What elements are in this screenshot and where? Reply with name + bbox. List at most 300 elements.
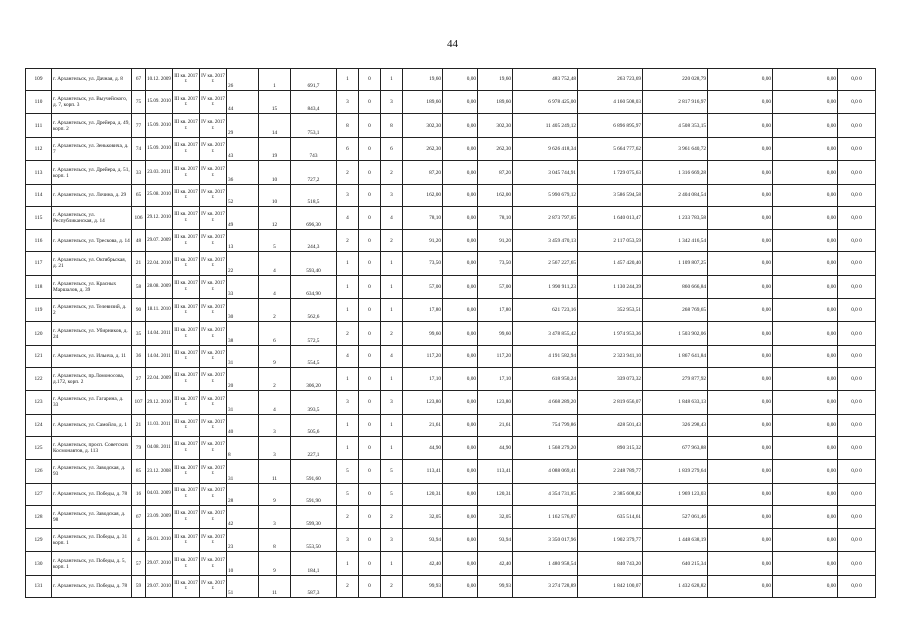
cell-no: 115 bbox=[26, 206, 52, 229]
cell-m6: 0,0 0 bbox=[838, 483, 876, 505]
cell-n1: 8 bbox=[259, 528, 291, 551]
cell-m6: 0,0 0 bbox=[838, 345, 876, 367]
table-row bbox=[26, 90, 876, 113]
cell-people: 51 bbox=[227, 575, 259, 597]
cell-m3: 1 448 638,19 bbox=[643, 528, 708, 551]
cell-c1: 1 bbox=[337, 69, 359, 91]
cell-no: 121 bbox=[26, 345, 52, 367]
cell-a1: 19,60 bbox=[403, 69, 443, 91]
cell-a3: 302,30 bbox=[478, 114, 513, 137]
cell-yb: 4 bbox=[132, 528, 146, 551]
cell-area: 572,5 bbox=[291, 322, 337, 345]
cell-no: 109 bbox=[26, 69, 52, 91]
cell-n1: 9 bbox=[259, 552, 291, 575]
cell-a3: 21,61 bbox=[478, 414, 513, 436]
cell-m4: 0,00 bbox=[708, 298, 773, 321]
cell-q2: IV кв. 2017 г. bbox=[200, 345, 227, 367]
cell-q1: III кв. 2017 г. bbox=[173, 552, 200, 575]
cell-m6: 0,0 0 bbox=[838, 275, 876, 298]
cell-a1: 189,60 bbox=[403, 90, 443, 113]
cell-m2: 3 586 594,58 bbox=[578, 184, 643, 206]
cell-a1: 44,90 bbox=[403, 436, 443, 459]
cell-q1: III кв. 2017 г. bbox=[173, 414, 200, 436]
cell-date: 14.04. 2011 bbox=[146, 345, 173, 367]
cell-q1: III кв. 2017 г. bbox=[173, 69, 200, 91]
cell-m4: 0,00 bbox=[708, 505, 773, 528]
cell-a3: 99,60 bbox=[478, 322, 513, 345]
cell-yb: 36 bbox=[132, 345, 146, 367]
cell-m6: 0,0 0 bbox=[838, 69, 876, 91]
cell-people: 23 bbox=[227, 528, 259, 551]
cell-yb: 65 bbox=[132, 184, 146, 206]
cell-c3: 2 bbox=[381, 230, 403, 252]
table-row bbox=[26, 367, 876, 390]
cell-address: г. Архангельск, ул. Октябрьская, д. 21 bbox=[52, 252, 132, 275]
cell-no: 125 bbox=[26, 436, 52, 459]
cell-a3: 120,31 bbox=[478, 483, 513, 505]
cell-a2: 0,00 bbox=[443, 345, 478, 367]
cell-c2: 0 bbox=[359, 505, 381, 528]
cell-m6: 0,0 0 bbox=[838, 90, 876, 113]
cell-m4: 0,00 bbox=[708, 322, 773, 345]
cell-a1: 262,30 bbox=[403, 137, 443, 160]
cell-no: 122 bbox=[26, 367, 52, 390]
table-body bbox=[26, 69, 876, 598]
cell-people: 28 bbox=[227, 483, 259, 505]
cell-m5: 0,00 bbox=[773, 528, 838, 551]
cell-c1: 4 bbox=[337, 345, 359, 367]
cell-m6: 0,0 0 bbox=[838, 367, 876, 390]
cell-a2: 0,00 bbox=[443, 575, 478, 597]
cell-q1: III кв. 2017 г. bbox=[173, 575, 200, 597]
cell-yb: 58 bbox=[132, 275, 146, 298]
cell-m2: 2 117 053,59 bbox=[578, 230, 643, 252]
cell-yb: 35 bbox=[132, 322, 146, 345]
cell-c3: 3 bbox=[381, 184, 403, 206]
cell-m4: 0,00 bbox=[708, 436, 773, 459]
cell-a2: 0,00 bbox=[443, 505, 478, 528]
cell-date: 15.09. 2010 bbox=[146, 114, 173, 137]
cell-c1: 6 bbox=[337, 137, 359, 160]
cell-a3: 162,00 bbox=[478, 184, 513, 206]
cell-m2: 890 315,32 bbox=[578, 436, 643, 459]
cell-m3: 640 215,34 bbox=[643, 552, 708, 575]
cell-m2: 1 974 953,36 bbox=[578, 322, 643, 345]
cell-date: 23.09. 2009 bbox=[146, 505, 173, 528]
cell-area: 184,1 bbox=[291, 552, 337, 575]
cell-yb: 21 bbox=[132, 414, 146, 436]
cell-c3: 4 bbox=[381, 206, 403, 229]
cell-a3: 87,20 bbox=[478, 161, 513, 184]
cell-q2: IV кв. 2017 г. bbox=[200, 552, 227, 575]
cell-n1: 9 bbox=[259, 345, 291, 367]
cell-c3: 1 bbox=[381, 414, 403, 436]
cell-a2: 0,00 bbox=[443, 483, 478, 505]
cell-a1: 117,20 bbox=[403, 345, 443, 367]
cell-area: 691,7 bbox=[291, 69, 337, 91]
cell-area: 591,90 bbox=[291, 483, 337, 505]
cell-m1: 6 978 425,00 bbox=[513, 90, 578, 113]
cell-people: 8 bbox=[227, 436, 259, 459]
cell-m5: 0,00 bbox=[773, 298, 838, 321]
cell-a3: 57,00 bbox=[478, 275, 513, 298]
table-row bbox=[26, 298, 876, 321]
cell-c1: 5 bbox=[337, 460, 359, 483]
cell-area: 599,30 bbox=[291, 505, 337, 528]
cell-m6: 0,0 0 bbox=[838, 552, 876, 575]
cell-m6: 0,0 0 bbox=[838, 184, 876, 206]
cell-c2: 0 bbox=[359, 460, 381, 483]
cell-c2: 0 bbox=[359, 69, 381, 91]
cell-m3: 2 404 084,54 bbox=[643, 184, 708, 206]
cell-no: 112 bbox=[26, 137, 52, 160]
cell-a1: 123,80 bbox=[403, 391, 443, 414]
cell-a1: 87,20 bbox=[403, 161, 443, 184]
cell-yb: 21 bbox=[132, 252, 146, 275]
cell-address: г. Архангельск, просп. Советских Космонавтов, д. 113 bbox=[52, 436, 132, 459]
cell-m1: 1 162 576,07 bbox=[513, 505, 578, 528]
cell-m1: 1 568 279,20 bbox=[513, 436, 578, 459]
cell-a2: 0,00 bbox=[443, 552, 478, 575]
cell-address: г. Архангельск, ул. Дрейера, д. 51, корп. 1 bbox=[52, 161, 132, 184]
cell-m6: 0,0 0 bbox=[838, 206, 876, 229]
cell-c1: 1 bbox=[337, 552, 359, 575]
cell-c2: 0 bbox=[359, 367, 381, 390]
cell-m2: 2 323 941,10 bbox=[578, 345, 643, 367]
table-row bbox=[26, 505, 876, 528]
cell-c2: 0 bbox=[359, 436, 381, 459]
cell-m5: 0,00 bbox=[773, 137, 838, 160]
cell-q1: III кв. 2017 г. bbox=[173, 230, 200, 252]
cell-m1: 11 405 249,12 bbox=[513, 114, 578, 137]
cell-date: 22.04. 2010 bbox=[146, 252, 173, 275]
cell-m5: 0,00 bbox=[773, 460, 838, 483]
cell-q1: III кв. 2017 г. bbox=[173, 298, 200, 321]
cell-c1: 1 bbox=[337, 275, 359, 298]
cell-m2: 428 501,43 bbox=[578, 414, 643, 436]
cell-no: 128 bbox=[26, 505, 52, 528]
cell-date: 28.08. 2009 bbox=[146, 275, 173, 298]
table-row bbox=[26, 322, 876, 345]
cell-people: 52 bbox=[227, 184, 259, 206]
cell-a3: 91,20 bbox=[478, 230, 513, 252]
cell-address: г. Архангельск, ул. Убирников, д. 24 bbox=[52, 322, 132, 345]
cell-m4: 0,00 bbox=[708, 184, 773, 206]
cell-m3: 1 969 123,03 bbox=[643, 483, 708, 505]
cell-m5: 0,00 bbox=[773, 414, 838, 436]
cell-address: г. Архангельск, ул. Победы, д. 31 корп. 1 bbox=[52, 528, 132, 551]
cell-m3: 3 961 640,72 bbox=[643, 137, 708, 160]
cell-c3: 2 bbox=[381, 575, 403, 597]
cell-m6: 0,0 0 bbox=[838, 230, 876, 252]
cell-area: 553,50 bbox=[291, 528, 337, 551]
cell-yb: 27 bbox=[132, 367, 146, 390]
cell-m1: 5 990 679,12 bbox=[513, 184, 578, 206]
cell-q1: III кв. 2017 г. bbox=[173, 114, 200, 137]
cell-m3: 1 503 902,06 bbox=[643, 322, 708, 345]
cell-c3: 8 bbox=[381, 114, 403, 137]
cell-c3: 6 bbox=[381, 137, 403, 160]
cell-m5: 0,00 bbox=[773, 275, 838, 298]
cell-m6: 0,0 0 bbox=[838, 137, 876, 160]
table-row bbox=[26, 252, 876, 275]
cell-date: 25.08. 2010 bbox=[146, 184, 173, 206]
cell-people: 10 bbox=[227, 552, 259, 575]
cell-date: 23.03. 2011 bbox=[146, 161, 173, 184]
cell-m5: 0,00 bbox=[773, 391, 838, 414]
cell-c3: 2 bbox=[381, 161, 403, 184]
cell-a3: 113,41 bbox=[478, 460, 513, 483]
cell-m1: 3 274 728,89 bbox=[513, 575, 578, 597]
cell-area: 593,40 bbox=[291, 252, 337, 275]
cell-date: 29.07. 2010 bbox=[146, 552, 173, 575]
cell-people: 49 bbox=[227, 206, 259, 229]
cell-c3: 2 bbox=[381, 322, 403, 345]
table-row bbox=[26, 161, 876, 184]
cell-m2: 1 842 100,07 bbox=[578, 575, 643, 597]
cell-date: 15.09. 2010 bbox=[146, 137, 173, 160]
cell-q1: III кв. 2017 г. bbox=[173, 90, 200, 113]
cell-c1: 3 bbox=[337, 528, 359, 551]
cell-q1: III кв. 2017 г. bbox=[173, 345, 200, 367]
cell-no: 129 bbox=[26, 528, 52, 551]
cell-a1: 57,00 bbox=[403, 275, 443, 298]
cell-c1: 2 bbox=[337, 230, 359, 252]
cell-q1: III кв. 2017 г. bbox=[173, 367, 200, 390]
cell-m2: 2 385 608,82 bbox=[578, 483, 643, 505]
cell-q2: IV кв. 2017 г. bbox=[200, 367, 227, 390]
cell-m6: 0,0 0 bbox=[838, 322, 876, 345]
cell-address: г. Архангельск, пр.Ломоносова, д.172, корп. 2 bbox=[52, 367, 132, 390]
cell-a2: 0,00 bbox=[443, 137, 478, 160]
cell-a2: 0,00 bbox=[443, 184, 478, 206]
cell-date: 29.12. 2010 bbox=[146, 206, 173, 229]
cell-m2: 352 953,51 bbox=[578, 298, 643, 321]
cell-a1: 73,50 bbox=[403, 252, 443, 275]
cell-a1: 162,00 bbox=[403, 184, 443, 206]
cell-m6: 0,0 0 bbox=[838, 528, 876, 551]
cell-m5: 0,00 bbox=[773, 206, 838, 229]
cell-yb: 33 bbox=[132, 161, 146, 184]
cell-m3: 1 867 641,84 bbox=[643, 345, 708, 367]
cell-m4: 0,00 bbox=[708, 69, 773, 91]
cell-m5: 0,00 bbox=[773, 161, 838, 184]
cell-m2: 6 896 895,97 bbox=[578, 114, 643, 137]
cell-date: 18.11. 2010 bbox=[146, 298, 173, 321]
cell-yb: 67 bbox=[132, 505, 146, 528]
cell-address: г. Архангельск, ул. Победы, д. 78 bbox=[52, 483, 132, 505]
table-row bbox=[26, 206, 876, 229]
cell-area: 843,4 bbox=[291, 90, 337, 113]
cell-area: 393,5 bbox=[291, 391, 337, 414]
cell-a3: 78,10 bbox=[478, 206, 513, 229]
cell-q2: IV кв. 2017 г. bbox=[200, 184, 227, 206]
cell-c3: 4 bbox=[381, 345, 403, 367]
cell-m5: 0,00 bbox=[773, 483, 838, 505]
cell-area: 753,1 bbox=[291, 114, 337, 137]
cell-q2: IV кв. 2017 г. bbox=[200, 483, 227, 505]
cell-address: г. Архангельск, ул. Ильича, д. 11 bbox=[52, 345, 132, 367]
cell-c3: 1 bbox=[381, 436, 403, 459]
cell-m6: 0,0 0 bbox=[838, 575, 876, 597]
cell-m4: 0,00 bbox=[708, 345, 773, 367]
cell-q2: IV кв. 2017 г. bbox=[200, 252, 227, 275]
cell-people: 30 bbox=[227, 298, 259, 321]
cell-q2: IV кв. 2017 г. bbox=[200, 90, 227, 113]
cell-area: 727,2 bbox=[291, 161, 337, 184]
page-number: 44 bbox=[447, 38, 458, 50]
cell-m6: 0,0 0 bbox=[838, 161, 876, 184]
cell-a2: 0,00 bbox=[443, 69, 478, 91]
cell-c1: 1 bbox=[337, 298, 359, 321]
cell-c2: 0 bbox=[359, 275, 381, 298]
cell-q2: IV кв. 2017 г. bbox=[200, 528, 227, 551]
cell-yb: 77 bbox=[132, 114, 146, 137]
cell-m4: 0,00 bbox=[708, 230, 773, 252]
table-row bbox=[26, 552, 876, 575]
cell-m5: 0,00 bbox=[773, 252, 838, 275]
cell-people: 43 bbox=[227, 137, 259, 160]
cell-c2: 0 bbox=[359, 552, 381, 575]
cell-c3: 1 bbox=[381, 552, 403, 575]
cell-area: 562,6 bbox=[291, 298, 337, 321]
cell-m1: 483 752,48 bbox=[513, 69, 578, 91]
cell-people: 31 bbox=[227, 460, 259, 483]
cell-c2: 0 bbox=[359, 184, 381, 206]
cell-area: 591,60 bbox=[291, 460, 337, 483]
cell-m3: 1 342 416,54 bbox=[643, 230, 708, 252]
cell-date: 23.12. 2008 bbox=[146, 460, 173, 483]
cell-people: 29 bbox=[227, 114, 259, 137]
cell-a1: 32,05 bbox=[403, 505, 443, 528]
cell-a2: 0,00 bbox=[443, 436, 478, 459]
cell-c2: 0 bbox=[359, 322, 381, 345]
cell-c2: 0 bbox=[359, 90, 381, 113]
cell-a2: 0,00 bbox=[443, 252, 478, 275]
cell-m3: 2 817 916,97 bbox=[643, 90, 708, 113]
cell-people: 44 bbox=[227, 90, 259, 113]
cell-q2: IV кв. 2017 г. bbox=[200, 460, 227, 483]
cell-m2: 2 819 656,07 bbox=[578, 391, 643, 414]
cell-m3: 1 848 633,13 bbox=[643, 391, 708, 414]
cell-n1: 9 bbox=[259, 483, 291, 505]
cell-c2: 0 bbox=[359, 252, 381, 275]
cell-q2: IV кв. 2017 г. bbox=[200, 275, 227, 298]
cell-q2: IV кв. 2017 г. bbox=[200, 69, 227, 91]
cell-c1: 1 bbox=[337, 367, 359, 390]
cell-c2: 0 bbox=[359, 298, 381, 321]
cell-address: г. Архангельск, ул. Республиканская, д. 14 bbox=[52, 206, 132, 229]
cell-c3: 1 bbox=[381, 69, 403, 91]
cell-m1: 1 480 958,54 bbox=[513, 552, 578, 575]
cell-m5: 0,00 bbox=[773, 322, 838, 345]
cell-m5: 0,00 bbox=[773, 345, 838, 367]
cell-q2: IV кв. 2017 г. bbox=[200, 322, 227, 345]
cell-m5: 0,00 bbox=[773, 90, 838, 113]
table-row bbox=[26, 460, 876, 483]
cell-c1: 2 bbox=[337, 575, 359, 597]
cell-m5: 0,00 bbox=[773, 184, 838, 206]
cell-address: г. Архангельск, ул. Самойло, д. 1 bbox=[52, 414, 132, 436]
cell-no: 131 bbox=[26, 575, 52, 597]
cell-c1: 1 bbox=[337, 436, 359, 459]
cell-yb: 57 bbox=[132, 552, 146, 575]
cell-c2: 0 bbox=[359, 391, 381, 414]
cell-a3: 19,60 bbox=[478, 69, 513, 91]
cell-m5: 0,00 bbox=[773, 552, 838, 575]
cell-no: 124 bbox=[26, 414, 52, 436]
cell-m5: 0,00 bbox=[773, 114, 838, 137]
cell-m1: 4 354 731,85 bbox=[513, 483, 578, 505]
cell-area: 634,90 bbox=[291, 275, 337, 298]
cell-c1: 2 bbox=[337, 322, 359, 345]
cell-area: 587,3 bbox=[291, 575, 337, 597]
cell-m6: 0,0 0 bbox=[838, 460, 876, 483]
cell-m4: 0,00 bbox=[708, 367, 773, 390]
cell-n1: 11 bbox=[259, 575, 291, 597]
cell-q1: III кв. 2017 г. bbox=[173, 483, 200, 505]
cell-n1: 14 bbox=[259, 114, 291, 137]
cell-m2: 1 640 013,47 bbox=[578, 206, 643, 229]
table-row bbox=[26, 483, 876, 505]
cell-c1: 2 bbox=[337, 161, 359, 184]
cell-no: 127 bbox=[26, 483, 52, 505]
cell-a1: 99,93 bbox=[403, 575, 443, 597]
cell-m3: 268 769,65 bbox=[643, 298, 708, 321]
cell-q2: IV кв. 2017 г. bbox=[200, 114, 227, 137]
table-row bbox=[26, 414, 876, 436]
cell-c1: 2 bbox=[337, 505, 359, 528]
cell-c2: 0 bbox=[359, 114, 381, 137]
cell-n1: 10 bbox=[259, 184, 291, 206]
cell-area: 306,20 bbox=[291, 367, 337, 390]
cell-m4: 0,00 bbox=[708, 206, 773, 229]
cell-yb: 59 bbox=[132, 575, 146, 597]
cell-yb: 16 bbox=[132, 483, 146, 505]
cell-q2: IV кв. 2017 г. bbox=[200, 391, 227, 414]
cell-c2: 0 bbox=[359, 414, 381, 436]
cell-c3: 1 bbox=[381, 298, 403, 321]
cell-a2: 0,00 bbox=[443, 391, 478, 414]
cell-a3: 32,05 bbox=[478, 505, 513, 528]
cell-m6: 0,0 0 bbox=[838, 114, 876, 137]
cell-address: г. Архангельск, ул. Лочина, д. 29 bbox=[52, 184, 132, 206]
cell-m2: 1 902 379,77 bbox=[578, 528, 643, 551]
cell-date: 15.09. 2010 bbox=[146, 90, 173, 113]
cell-m6: 0,0 0 bbox=[838, 414, 876, 436]
cell-area: 244,3 bbox=[291, 230, 337, 252]
cell-q2: IV кв. 2017 г. bbox=[200, 505, 227, 528]
cell-m4: 0,00 bbox=[708, 137, 773, 160]
cell-m3: 220 028,79 bbox=[643, 69, 708, 91]
cell-c1: 3 bbox=[337, 391, 359, 414]
cell-a3: 93,94 bbox=[478, 528, 513, 551]
cell-m4: 0,00 bbox=[708, 275, 773, 298]
cell-m1: 4 668 289,20 bbox=[513, 391, 578, 414]
cell-no: 117 bbox=[26, 252, 52, 275]
table-row bbox=[26, 69, 876, 91]
table-row bbox=[26, 114, 876, 137]
cell-c2: 0 bbox=[359, 483, 381, 505]
cell-q2: IV кв. 2017 г. bbox=[200, 575, 227, 597]
cell-a2: 0,00 bbox=[443, 460, 478, 483]
cell-date: 04.03. 2009 bbox=[146, 483, 173, 505]
housing-register-table bbox=[25, 68, 876, 598]
cell-no: 130 bbox=[26, 552, 52, 575]
cell-m5: 0,00 bbox=[773, 69, 838, 91]
cell-q1: III кв. 2017 г. bbox=[173, 137, 200, 160]
cell-no: 116 bbox=[26, 230, 52, 252]
